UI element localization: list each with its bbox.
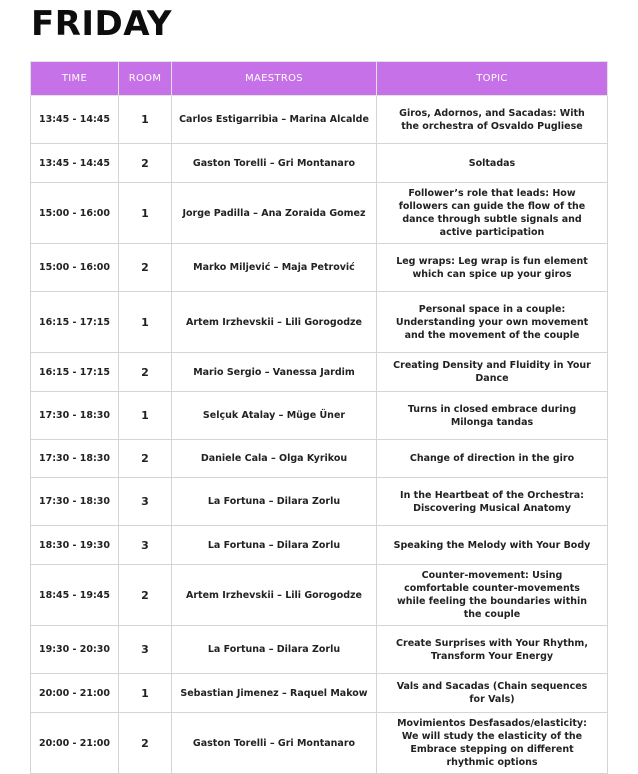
maestros-cell: Carlos Estigarribia – Marina Alcalde — [172, 96, 377, 144]
column-header-room: ROOM — [119, 62, 172, 96]
topic-cell: Follower’s role that leads: How followers can guide the flow of the dance through subtle signals and active participation — [377, 183, 608, 244]
time-cell: 19:30 - 20:30 — [31, 626, 119, 674]
room-cell: 2 — [119, 244, 172, 292]
topic-cell: Change of direction in the giro — [377, 440, 608, 478]
maestros-cell: Selçuk Atalay – Müge Üner — [172, 392, 377, 440]
maestros-cell: Gaston Torelli – Gri Montanaro — [172, 144, 377, 183]
maestros-cell: Marko Miljević – Maja Petrović — [172, 244, 377, 292]
table-row — [31, 674, 608, 713]
maestros-cell: Gaston Torelli – Gri Montanaro — [172, 713, 377, 774]
table-row — [31, 392, 608, 440]
room-cell: 3 — [119, 626, 172, 674]
maestros-cell: Mario Sergio – Vanessa Jardim — [172, 353, 377, 392]
topic-cell: Soltadas — [377, 144, 608, 183]
table-row — [31, 626, 608, 674]
maestros-cell: Sebastian Jimenez – Raquel Makow — [172, 674, 377, 713]
maestros-cell: Artem Irzhevskii – Lili Gorogodze — [172, 292, 377, 353]
time-cell: 18:30 - 19:30 — [31, 526, 119, 565]
room-cell: 1 — [119, 183, 172, 244]
maestros-cell: Daniele Cala – Olga Kyrikou — [172, 440, 377, 478]
room-cell: 1 — [119, 96, 172, 144]
time-cell: 15:00 - 16:00 — [31, 183, 119, 244]
maestros-cell: Jorge Padilla – Ana Zoraida Gomez — [172, 183, 377, 244]
time-cell: 16:15 - 17:15 — [31, 353, 119, 392]
column-header-topic: TOPIC — [377, 62, 608, 96]
time-cell: 20:00 - 21:00 — [31, 713, 119, 774]
topic-cell: Movimientos Desfasados/elasticity: We will study the elasticity of the Embrace stepping on different rhythmic options — [377, 713, 608, 774]
time-cell: 17:30 - 18:30 — [31, 392, 119, 440]
maestros-cell: La Fortuna – Dilara Zorlu — [172, 626, 377, 674]
topic-cell: In the Heartbeat of the Orchestra: Discovering Musical Anatomy — [377, 478, 608, 526]
room-cell: 1 — [119, 292, 172, 353]
maestros-cell: La Fortuna – Dilara Zorlu — [172, 526, 377, 565]
room-cell: 2 — [119, 565, 172, 626]
room-cell: 3 — [119, 478, 172, 526]
page-title: FRIDAY — [31, 4, 172, 44]
table-row — [31, 713, 608, 774]
time-cell: 13:45 - 14:45 — [31, 96, 119, 144]
table-row — [31, 144, 608, 183]
room-cell: 2 — [119, 440, 172, 478]
topic-cell: Personal space in a couple: Understanding your own movement and the movement of the couple — [377, 292, 608, 353]
schedule-table — [30, 61, 608, 774]
table-row — [31, 183, 608, 244]
room-cell: 2 — [119, 353, 172, 392]
time-cell: 16:15 - 17:15 — [31, 292, 119, 353]
room-cell: 2 — [119, 144, 172, 183]
topic-cell: Leg wraps: Leg wrap is fun element which can spice up your giros — [377, 244, 608, 292]
room-cell: 2 — [119, 713, 172, 774]
time-cell: 18:45 - 19:45 — [31, 565, 119, 626]
topic-cell: Creating Density and Fluidity in Your Dance — [377, 353, 608, 392]
topic-cell: Speaking the Melody with Your Body — [377, 526, 608, 565]
room-cell: 1 — [119, 392, 172, 440]
table-header — [31, 62, 608, 96]
table-row — [31, 440, 608, 478]
room-cell: 3 — [119, 526, 172, 565]
topic-cell: Create Surprises with Your Rhythm, Transform Your Energy — [377, 626, 608, 674]
column-header-time: TIME — [31, 62, 119, 96]
time-cell: 15:00 - 16:00 — [31, 244, 119, 292]
time-cell: 20:00 - 21:00 — [31, 674, 119, 713]
maestros-cell: Artem Irzhevskii – Lili Gorogodze — [172, 565, 377, 626]
room-cell: 1 — [119, 674, 172, 713]
table-row — [31, 353, 608, 392]
table-row — [31, 478, 608, 526]
header-row — [31, 62, 608, 96]
topic-cell: Counter-movement: Using comfortable counter-movements while feeling the boundaries within the couple — [377, 565, 608, 626]
topic-cell: Turns in closed embrace during Milonga tandas — [377, 392, 608, 440]
table-row — [31, 96, 608, 144]
table-body — [31, 96, 608, 774]
topic-cell: Vals and Sacadas (Chain sequences for Vals) — [377, 674, 608, 713]
time-cell: 13:45 - 14:45 — [31, 144, 119, 183]
table-row — [31, 526, 608, 565]
maestros-cell: La Fortuna – Dilara Zorlu — [172, 478, 377, 526]
topic-cell: Giros, Adornos, and Sacadas: With the orchestra of Osvaldo Pugliese — [377, 96, 608, 144]
table-row — [31, 292, 608, 353]
column-header-maestros: MAESTROS — [172, 62, 377, 96]
time-cell: 17:30 - 18:30 — [31, 440, 119, 478]
time-cell: 17:30 - 18:30 — [31, 478, 119, 526]
table-row — [31, 244, 608, 292]
table-row — [31, 565, 608, 626]
